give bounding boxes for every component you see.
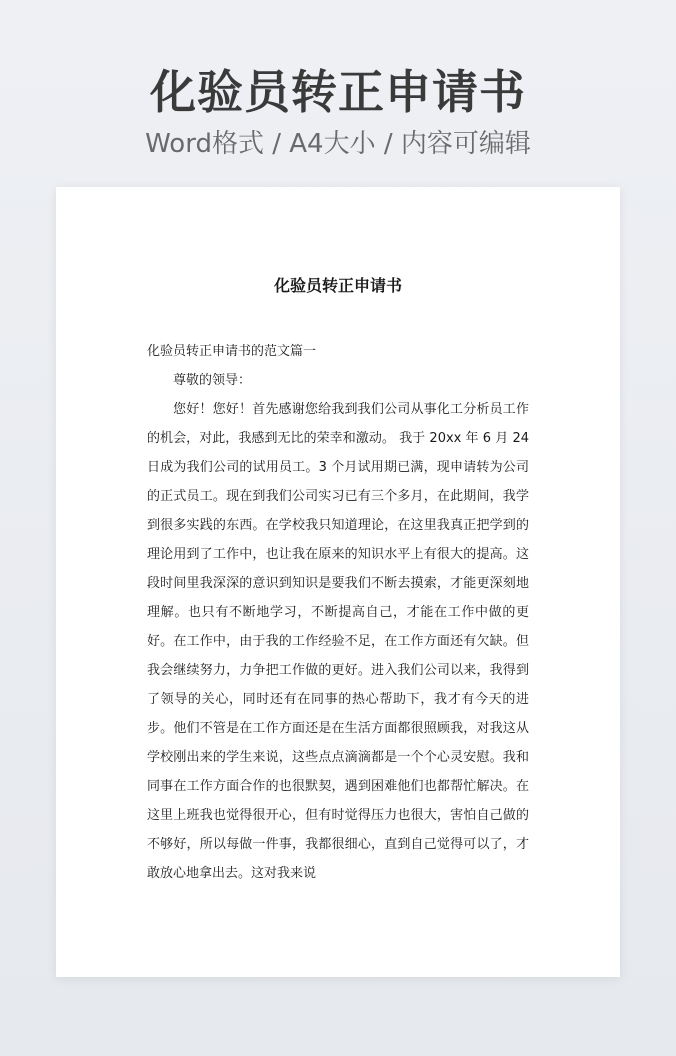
document-page [56, 187, 620, 977]
page-title: 化验员转正申请书 [150, 65, 526, 119]
salutation: 尊敬的领导： [173, 373, 252, 388]
page-subtitle: Word格式 / A4大小 / 内容可编辑 [145, 129, 531, 159]
document-title: 化验员转正申请书 [273, 276, 402, 295]
body-paragraph: 您好！您好！首先感谢您给我到我们公司从事化工分析员工作的机会，对此，我感到无比的荣幸和激动。 我于 20xx 年 6 月 24 日成为我们公司的试用员工。3 个月试用期已满，现申请转为公司的正式员工。现在到我们公司实习已有三个多月，在此期间，我学到很多实践的东西。在学校我只知道理论，在这里我真正把学到的理论用到了工作中，也让我在原来的知识水平上有很大的提高。这段时间里我深深的意识到知识是要我们不断去摸索，才能更深刻地理解。也只有不断地学习，不断提高自己，才能在工作中做的更好。在工作中，由于我的工作经验不足，在工作方面还有欠缺。但我会继续努力，力争把工作做的更好。进入我们公司以来，我得到了领导的关心，同时还有在同事的热心帮助下，我才有今天的进步。他们不管是在工作方面还是在生活方面都很照顾我，对我这从学校刚出来的学生来说，这些点点滴滴都是一个个心灵安慰。我和同事在工作方面合作的也很默契，遇到困难他们也都帮忙解决。在这里上班我也觉得很开心，但有时觉得压力也很大，害怕自己做的不够好，所以每做一件事，我都很细心，直到自己觉得可以了，才敢放心地拿出去。这对我来说 [147, 402, 529, 881]
header [0, 62, 676, 162]
section-heading: 化验员转正申请书的范文篇一 [147, 344, 317, 359]
document-body [147, 337, 529, 888]
